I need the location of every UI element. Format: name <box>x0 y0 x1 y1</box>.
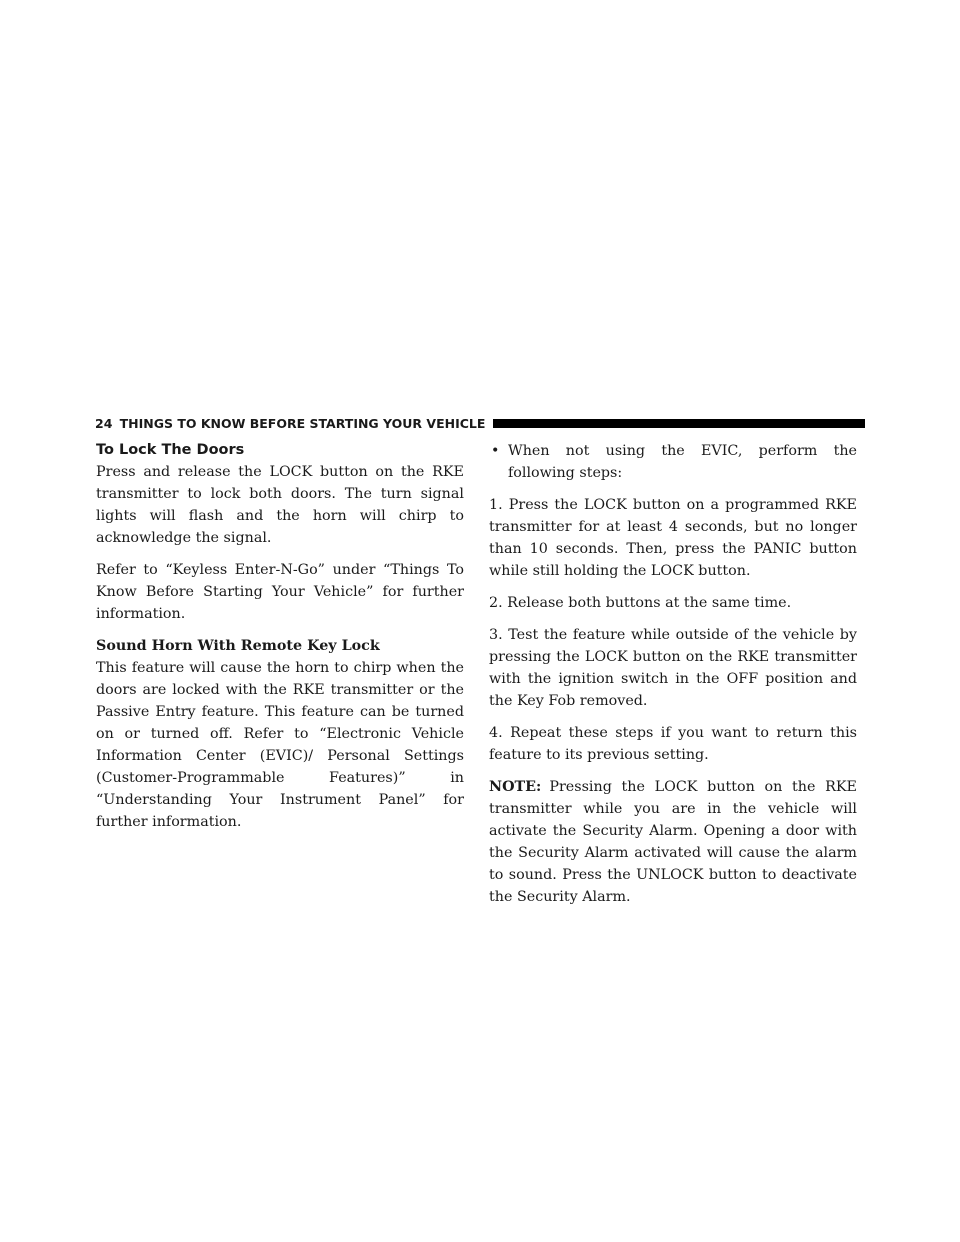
left-column <box>96 440 464 843</box>
lock-doors-heading: To Lock The Doors <box>96 442 245 458</box>
note-label: NOTE: <box>489 779 542 795</box>
page-number: 24 <box>95 415 113 431</box>
bullet-icon: • <box>491 443 500 459</box>
page-header <box>95 414 865 432</box>
header-rule <box>493 419 865 428</box>
keyless-reference-paragraph: Refer to “Keyless Enter-N-Go” under “Things To Know Before Starting Your Vehicle” for further information. <box>96 562 464 622</box>
evic-bullet-item <box>489 440 857 484</box>
step-3: 3. Test the feature while outside of the vehicle by pressing the LOCK button on the RKE transmitter with the ignition switch in the OFF position and the Key Fob removed. <box>489 627 857 709</box>
sound-horn-heading: Sound Horn With Remote Key Lock <box>96 638 380 654</box>
section-title: THINGS TO KNOW BEFORE STARTING YOUR VEHICLE <box>119 415 486 431</box>
lock-doors-paragraph: Press and release the LOCK button on the RKE transmitter to lock both doors. The turn signal lights will flash and the horn will chirp to acknowledge the signal. <box>96 464 464 546</box>
step-4: 4. Repeat these steps if you want to return this feature to its previous setting. <box>489 725 857 763</box>
sound-horn-paragraph: This feature will cause the horn to chirp when the doors are locked with the RKE transmitter or the Passive Entry feature. This feature can be turned on or turned off. Refer to “Electronic Vehicle Information Center (EVIC)/ Personal Settings (Customer-Programmable Features)” in “Understanding Your Instrument Panel” for further information. <box>96 660 464 830</box>
step-1: 1. Press the LOCK button on a programmed RKE transmitter for at least 4 seconds, but no longer than 10 seconds. Then, press the PANIC button while still holding the LOCK button. <box>489 497 857 579</box>
right-column <box>489 440 857 918</box>
note-text: Pressing the LOCK button on the RKE transmitter while you are in the vehicle will activate the Security Alarm. Opening a door with the Security Alarm activated will cause the alarm to sound. Press the UNLOCK button to deactivate the Security Alarm. <box>489 779 857 905</box>
step-2: 2. Release both buttons at the same time. <box>489 595 792 611</box>
note-paragraph <box>489 776 857 908</box>
bullet-text: When not using the EVIC, perform the following steps: <box>508 443 857 481</box>
